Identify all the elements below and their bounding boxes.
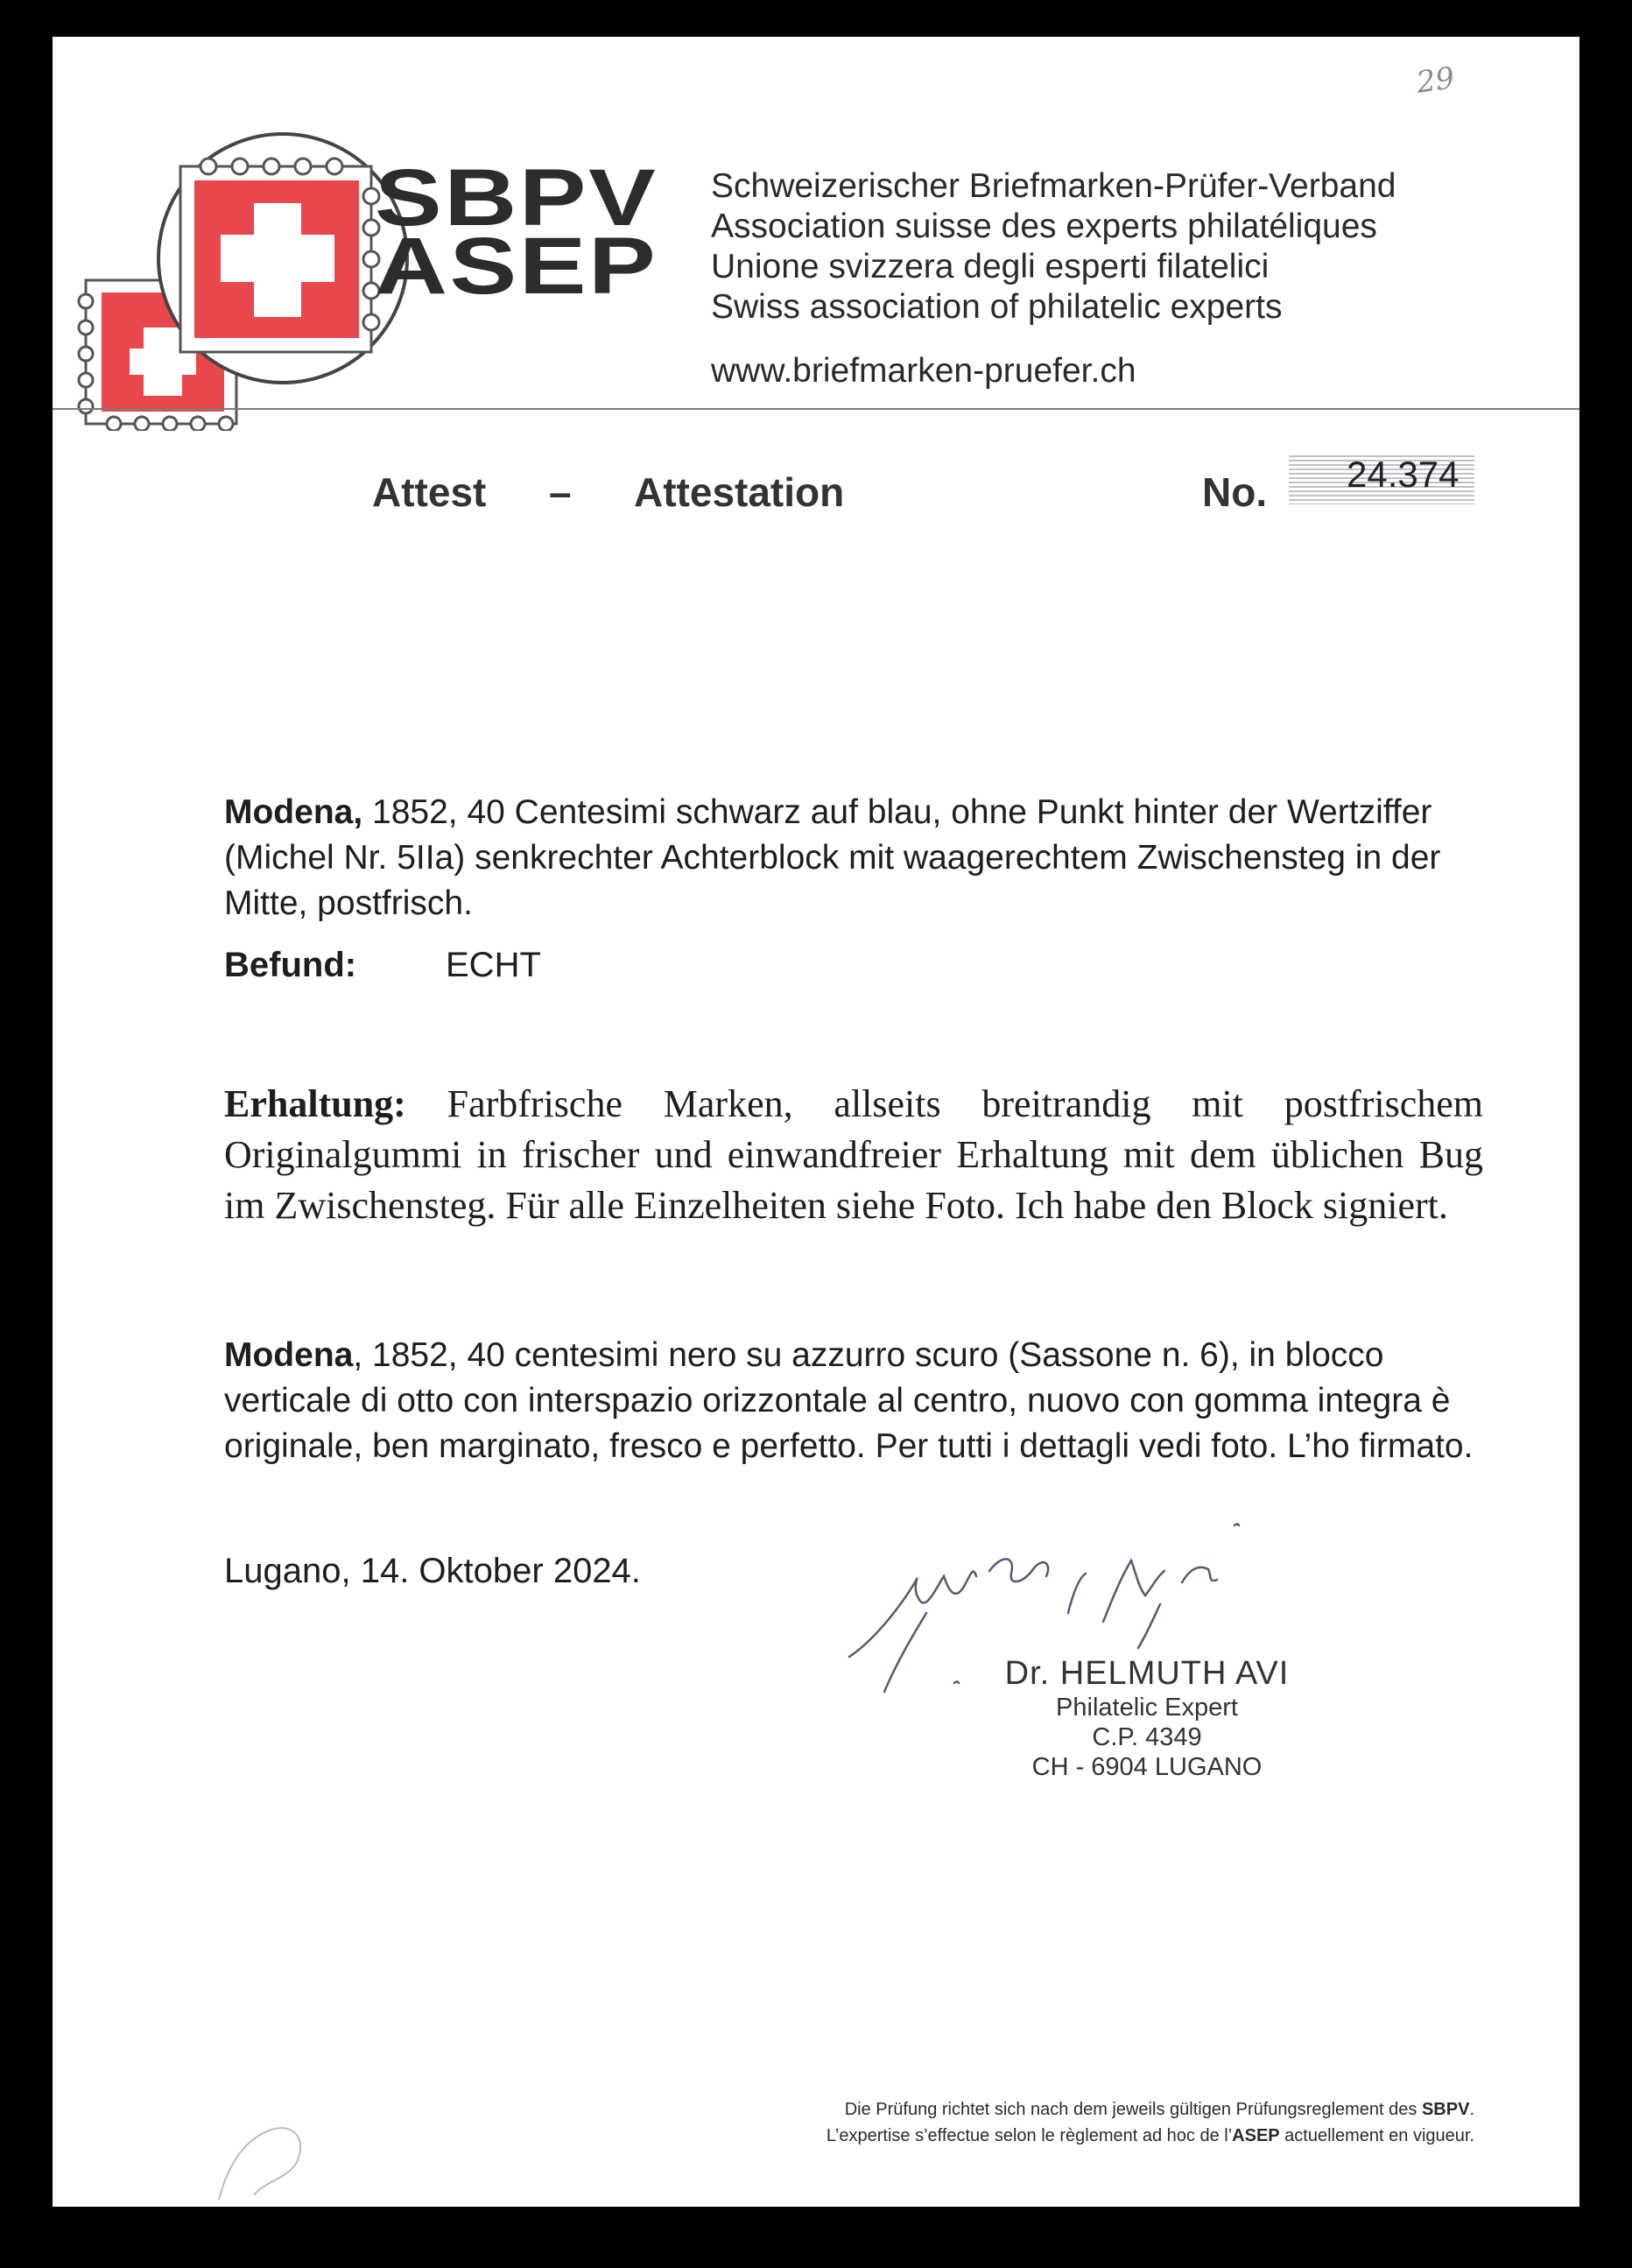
association-name-fr: Association suisse des experts philatéliques <box>711 208 1377 245</box>
footer-line-de-pre: Die Prüfung richtet sich nach dem jeweils gültigen Prüfungsreglement des <box>844 2100 1422 2119</box>
website-link[interactable]: www.briefmarken-pruefer.ch <box>711 352 1136 390</box>
condition-label: Erhaltung: <box>224 1082 406 1125</box>
association-name-it: Unione svizzera degli esperti filatelici <box>711 248 1270 285</box>
description-german-text: 1852, 40 Centesimi schwarz auf blau, ohne Punkt hinter der Wertziffer (Michel Nr. 5IIa) senkrechter Achterblock mit waagerechtem Zwischensteg in der Mitte, postfrisch. <box>224 793 1441 922</box>
association-name-en: Swiss association of philatelic experts <box>711 288 1283 326</box>
footer-line-fr-post: actuellement en vigueur. <box>1279 2126 1474 2145</box>
expert-title: Philatelic Expert <box>1056 1694 1238 1722</box>
befund-value: ECHT <box>446 946 541 984</box>
expert-address: CH - 6904 LUGANO <box>1031 1753 1263 1781</box>
title-attestation: Attestation <box>634 469 845 515</box>
place-date-line: Lugano, 14. Oktober 2024. <box>224 1552 641 1590</box>
footer-line-de-post: . <box>1469 2100 1474 2119</box>
description-german-lead: Modena, <box>224 793 363 831</box>
description-italian-lead: Modena <box>224 1336 354 1374</box>
association-name-de: Schweizerischer Briefmarken-Prüfer-Verband <box>711 167 1396 205</box>
certificate-page <box>53 37 1579 2207</box>
expert-block <box>972 1655 1322 1782</box>
condition-text: Farbfrische Marken, allseits breitrandig mit postfrischem Originalgummi in frischer und einwandfreier Erhaltung mit dem üblichen Bug im Zwischensteg. Für alle Einzelheiten siehe Foto. Ich habe den Block signiert. <box>224 1082 1483 1227</box>
expert-name: Dr. HELMUTH AVI <box>1004 1655 1290 1692</box>
description-german <box>224 790 1483 926</box>
title-attest: Attest <box>372 469 487 515</box>
header-divider <box>53 408 1579 410</box>
association-names <box>711 166 1396 328</box>
brand-asep: ASEP <box>375 222 658 311</box>
front-stamp-icon <box>180 158 379 352</box>
description-italian <box>224 1333 1483 1469</box>
pencil-mark: 29 <box>1414 60 1457 101</box>
befund-label-text: Befund: <box>224 946 357 984</box>
condition-paragraph <box>224 1079 1483 1231</box>
brand-wordmark <box>375 153 658 311</box>
title-dash: – <box>549 469 572 515</box>
footer-line-fr <box>827 2123 1474 2149</box>
footer-note <box>827 2096 1474 2149</box>
brand-sbpv: SBPV <box>375 153 658 243</box>
description-italian-text: , 1852, 40 centesimi nero su azzurro scuro (Sassone n. 6), in blocco verticale di otto con interspazio orizzontale al centro, nuovo con gomma integra è originale, ben marginato, fresco e perfetto. Per tutti i dettagli vedi foto. L’ho firmato. <box>224 1336 1474 1465</box>
pencil-smudge-icon <box>210 2112 350 2207</box>
footer-line-fr-bold: ASEP <box>1232 2126 1280 2145</box>
footer-line-fr-pre: L’expertise s’effectue selon le règlement ad hoc de l’ <box>826 2126 1233 2145</box>
certificate-number-label: No. <box>1202 469 1268 515</box>
sbpv-logo-icon <box>61 98 412 431</box>
footer-line-de <box>827 2096 1474 2123</box>
footer-line-de-bold: SBPV <box>1421 2100 1470 2119</box>
certificate-number: 24.374 <box>1347 454 1460 495</box>
befund-label <box>224 946 356 985</box>
expert-po-box: C.P. 4349 <box>1092 1723 1202 1751</box>
